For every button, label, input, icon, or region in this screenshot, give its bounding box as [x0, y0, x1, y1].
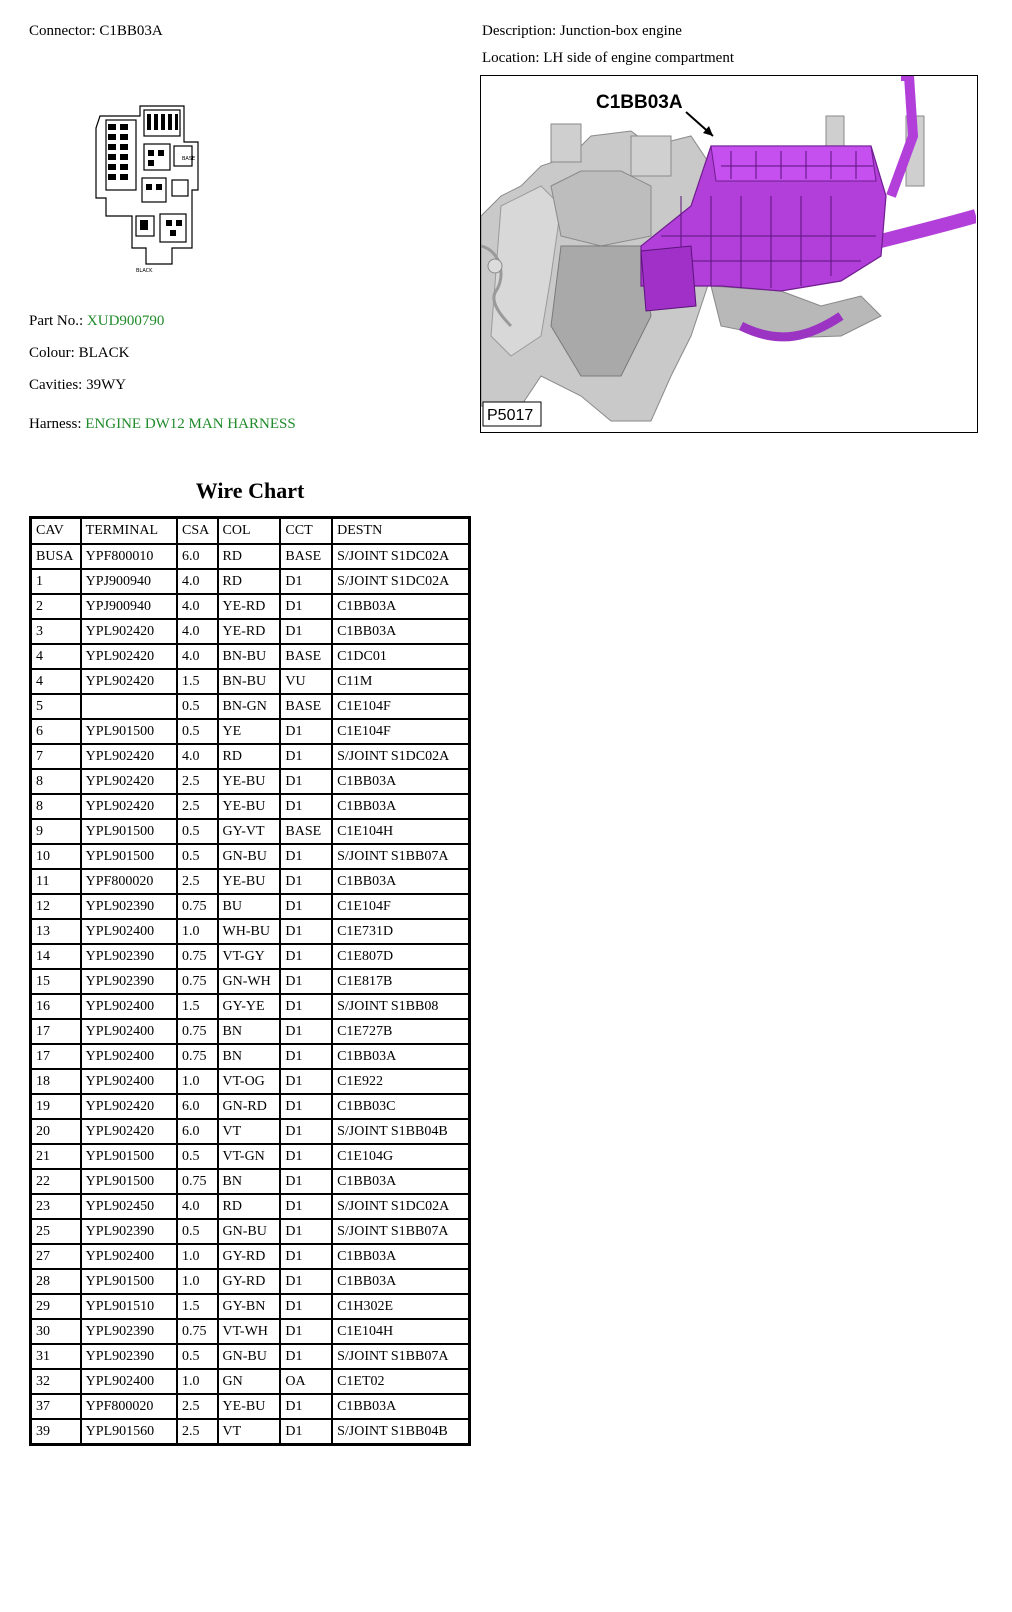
wire-row [31, 1069, 469, 1094]
cell-col: BN [218, 1019, 281, 1044]
cell-cct: D1 [280, 1269, 332, 1294]
cell-destn: C1BB03C [332, 1094, 469, 1119]
header-destn: DESTN [332, 518, 469, 544]
cell-col: WH-BU [218, 919, 281, 944]
cell-csa: 0.75 [177, 894, 218, 919]
cell-cct: D1 [280, 594, 332, 619]
harness-link[interactable]: ENGINE DW12 MAN HARNESS [85, 416, 296, 432]
cell-cct: D1 [280, 1044, 332, 1069]
cell-cct: D1 [280, 569, 332, 594]
cell-csa: 1.0 [177, 919, 218, 944]
wire-row [31, 769, 469, 794]
cell-cav: 31 [31, 1344, 81, 1369]
connector-label: Connector: [29, 23, 96, 39]
wire-chart-title: Wire Chart [195, 478, 305, 503]
cell-terminal: YPJ900940 [81, 594, 177, 619]
cell-cav: 28 [31, 1269, 81, 1294]
cell-terminal: YPL902400 [81, 1019, 177, 1044]
cell-cav: 10 [31, 844, 81, 869]
cell-csa: 0.75 [177, 1019, 218, 1044]
cell-destn: C1E922 [332, 1069, 469, 1094]
cell-csa: 0.5 [177, 719, 218, 744]
wire-row [31, 1394, 469, 1419]
cell-cct: D1 [280, 844, 332, 869]
cell-terminal: YPL901500 [81, 1269, 177, 1294]
diagram-label-base: BASE [182, 156, 196, 162]
wire-row [31, 694, 469, 719]
cell-csa: 4.0 [177, 744, 218, 769]
cell-terminal: YPL902420 [81, 644, 177, 669]
cell-csa: 2.5 [177, 869, 218, 894]
wire-row [31, 1019, 469, 1044]
cell-cav: 29 [31, 1294, 81, 1319]
wire-row [31, 669, 469, 694]
description-label: Description: [482, 23, 557, 39]
photo-callout-label: C1BB03A [596, 92, 683, 113]
cell-col: VT-WH [218, 1319, 281, 1344]
cell-col: GY-VT [218, 819, 281, 844]
cell-terminal: YPL902390 [81, 1219, 177, 1244]
cell-cct: D1 [280, 944, 332, 969]
cell-terminal: YPL902390 [81, 894, 177, 919]
cell-col: RD [218, 1194, 281, 1219]
cell-cav: 7 [31, 744, 81, 769]
cell-destn: C1BB03A [332, 1044, 469, 1069]
cell-destn: C1BB03A [332, 594, 469, 619]
cell-destn: C1BB03A [332, 619, 469, 644]
cell-destn: C1BB03A [332, 869, 469, 894]
wire-row [31, 1119, 469, 1144]
cell-destn: S/JOINT S1DC02A [332, 544, 469, 569]
part-number-link[interactable]: XUD900790 [86, 313, 165, 329]
cavities-value: 39WY [86, 377, 127, 393]
header-col: COL [218, 518, 281, 544]
cell-destn: C1E807D [332, 944, 469, 969]
cell-col: YE-BU [218, 869, 281, 894]
wire-row [31, 894, 469, 919]
cell-destn: C1E104F [332, 694, 469, 719]
cell-destn: S/JOINT S1DC02A [332, 1194, 469, 1219]
cell-col: BU [218, 894, 281, 919]
cell-terminal: YPL901500 [81, 719, 177, 744]
cell-cct: D1 [280, 1394, 332, 1419]
connector-field [29, 22, 163, 40]
cell-cct: D1 [280, 1419, 332, 1444]
cell-cct: D1 [280, 1344, 332, 1369]
cell-cct: D1 [280, 969, 332, 994]
cell-terminal: YPL902420 [81, 669, 177, 694]
cell-csa: 4.0 [177, 569, 218, 594]
location-field [482, 49, 734, 67]
cell-csa: 0.5 [177, 1344, 218, 1369]
cell-cav: 32 [31, 1369, 81, 1394]
cell-cav: 8 [31, 794, 81, 819]
cell-destn: C1E104H [332, 819, 469, 844]
cell-terminal: YPL902420 [81, 1094, 177, 1119]
cell-cav: 21 [31, 1144, 81, 1169]
cell-destn: S/JOINT S1BB07A [332, 844, 469, 869]
cell-csa: 1.5 [177, 1294, 218, 1319]
cell-destn: C1BB03A [332, 1269, 469, 1294]
cell-col: RD [218, 544, 281, 569]
cell-terminal: YPL902390 [81, 944, 177, 969]
cell-col: GN-BU [218, 1219, 281, 1244]
cell-csa: 6.0 [177, 1094, 218, 1119]
cell-csa: 0.5 [177, 844, 218, 869]
cell-destn: C1BB03A [332, 769, 469, 794]
cell-cav: 8 [31, 769, 81, 794]
cell-col: BN [218, 1044, 281, 1069]
cell-destn: C1BB03A [332, 794, 469, 819]
cell-terminal: YPL901500 [81, 1144, 177, 1169]
cell-col: YE [218, 719, 281, 744]
wire-row [31, 1319, 469, 1344]
cell-col: BN-BU [218, 669, 281, 694]
cell-csa: 0.5 [177, 819, 218, 844]
cell-csa: 0.75 [177, 1044, 218, 1069]
cell-col: GY-RD [218, 1244, 281, 1269]
description-value: Junction-box engine [559, 23, 682, 39]
cell-cav: 16 [31, 994, 81, 1019]
cavities-label: Cavities: [29, 377, 83, 393]
cell-terminal: YPL902420 [81, 794, 177, 819]
cell-cct: D1 [280, 1119, 332, 1144]
colour-field [29, 344, 129, 362]
cell-cct: VU [280, 669, 332, 694]
wire-row [31, 569, 469, 594]
wire-row [31, 994, 469, 1019]
wire-row [31, 1344, 469, 1369]
cell-terminal: YPL902420 [81, 769, 177, 794]
cell-csa: 0.75 [177, 944, 218, 969]
cell-destn: C1E104F [332, 894, 469, 919]
cell-col: VT-GY [218, 944, 281, 969]
cell-destn: C1ET02 [332, 1369, 469, 1394]
wire-row [31, 744, 469, 769]
location-label: Location: [482, 50, 540, 66]
cell-csa: 0.5 [177, 1219, 218, 1244]
wire-row [31, 944, 469, 969]
cell-terminal: YPL901500 [81, 1169, 177, 1194]
cell-terminal: YPL902400 [81, 1369, 177, 1394]
cell-destn: S/JOINT S1BB04B [332, 1119, 469, 1144]
wire-chart-body [31, 544, 469, 1444]
cell-terminal: YPL902420 [81, 1119, 177, 1144]
cell-csa: 1.0 [177, 1244, 218, 1269]
cell-cct: D1 [280, 1319, 332, 1344]
cell-destn: S/JOINT S1BB07A [332, 1344, 469, 1369]
cell-csa: 2.5 [177, 1394, 218, 1419]
cell-cct: D1 [280, 919, 332, 944]
wire-row [31, 819, 469, 844]
cell-col: VT-GN [218, 1144, 281, 1169]
cell-cct: D1 [280, 1244, 332, 1269]
cell-cct: D1 [280, 894, 332, 919]
cell-cav: 19 [31, 1094, 81, 1119]
wire-row [31, 1219, 469, 1244]
cell-col: RD [218, 744, 281, 769]
cell-terminal: YPL902400 [81, 994, 177, 1019]
cell-destn: C1DC01 [332, 644, 469, 669]
cell-destn: C11M [332, 669, 469, 694]
cell-terminal: YPF800020 [81, 1394, 177, 1419]
cell-cct: D1 [280, 869, 332, 894]
cell-cav: 4 [31, 669, 81, 694]
cell-cct: D1 [280, 719, 332, 744]
cell-cct: D1 [280, 1144, 332, 1169]
cell-destn: S/JOINT S1DC02A [332, 569, 469, 594]
header-cav: CAV [31, 518, 81, 544]
cell-cav: 13 [31, 919, 81, 944]
cell-cav: BUSA [31, 544, 81, 569]
part-number-field [29, 312, 164, 330]
cell-terminal: YPL901560 [81, 1419, 177, 1444]
cell-cct: D1 [280, 1094, 332, 1119]
cell-cav: 12 [31, 894, 81, 919]
wire-chart-header-row [31, 518, 469, 544]
wire-row [31, 1044, 469, 1069]
header-cct: CCT [280, 518, 332, 544]
wire-row [31, 1194, 469, 1219]
cell-terminal: YPL902420 [81, 744, 177, 769]
cell-cav: 1 [31, 569, 81, 594]
cell-col: YE-BU [218, 794, 281, 819]
cell-cct: D1 [280, 1019, 332, 1044]
cell-col: GN [218, 1369, 281, 1394]
cell-csa: 1.5 [177, 994, 218, 1019]
photo-ref-label: P5017 [487, 407, 534, 424]
location-illustration [480, 75, 978, 433]
cell-csa: 0.75 [177, 969, 218, 994]
cell-csa: 4.0 [177, 1194, 218, 1219]
wire-row [31, 594, 469, 619]
cell-csa: 6.0 [177, 1119, 218, 1144]
cell-terminal: YPL902390 [81, 1344, 177, 1369]
wire-row [31, 719, 469, 744]
cell-terminal: YPL901500 [81, 819, 177, 844]
cell-cct: BASE [280, 819, 332, 844]
cell-csa: 2.5 [177, 769, 218, 794]
cell-cav: 39 [31, 1419, 81, 1444]
cell-cav: 22 [31, 1169, 81, 1194]
cell-cav: 9 [31, 819, 81, 844]
cell-csa: 0.5 [177, 694, 218, 719]
cell-col: BN-BU [218, 644, 281, 669]
cell-cct: BASE [280, 694, 332, 719]
wire-row [31, 544, 469, 569]
cell-destn: C1E817B [332, 969, 469, 994]
connector-face-diagram [86, 98, 210, 280]
cell-terminal: YPL902450 [81, 1194, 177, 1219]
cell-csa: 4.0 [177, 594, 218, 619]
description-field [482, 22, 682, 40]
cell-csa: 0.5 [177, 1144, 218, 1169]
cell-destn: C1E104H [332, 1319, 469, 1344]
cell-terminal: YPL902420 [81, 619, 177, 644]
wire-chart-table [29, 516, 471, 1446]
cell-col: GN-RD [218, 1094, 281, 1119]
harness-label: Harness: [29, 416, 82, 432]
cell-col: GY-YE [218, 994, 281, 1019]
cell-cav: 17 [31, 1019, 81, 1044]
cell-col: GY-BN [218, 1294, 281, 1319]
cell-terminal: YPL902400 [81, 1069, 177, 1094]
cell-terminal [81, 694, 177, 719]
cell-terminal: YPL901510 [81, 1294, 177, 1319]
cell-csa: 0.75 [177, 1319, 218, 1344]
cell-cav: 14 [31, 944, 81, 969]
cell-col: GY-RD [218, 1269, 281, 1294]
cell-cct: BASE [280, 644, 332, 669]
harness-field [29, 415, 296, 433]
cell-terminal: YPL901500 [81, 844, 177, 869]
wire-row [31, 844, 469, 869]
wire-row [31, 619, 469, 644]
cell-destn: C1E104G [332, 1144, 469, 1169]
cell-cav: 11 [31, 869, 81, 894]
cell-cct: D1 [280, 619, 332, 644]
cell-col: GN-BU [218, 1344, 281, 1369]
cell-csa: 1.0 [177, 1069, 218, 1094]
cell-cct: D1 [280, 1069, 332, 1094]
cell-col: VT [218, 1119, 281, 1144]
cell-cav: 20 [31, 1119, 81, 1144]
cell-csa: 2.5 [177, 794, 218, 819]
cell-cct: D1 [280, 794, 332, 819]
wire-row [31, 1094, 469, 1119]
cell-cav: 4 [31, 644, 81, 669]
cell-cct: D1 [280, 1294, 332, 1319]
cell-cct: D1 [280, 994, 332, 1019]
cell-col: BN [218, 1169, 281, 1194]
cell-csa: 2.5 [177, 1419, 218, 1444]
cell-col: YE-RD [218, 594, 281, 619]
cell-destn: C1E731D [332, 919, 469, 944]
wire-row [31, 969, 469, 994]
cell-cav: 18 [31, 1069, 81, 1094]
wire-row [31, 1294, 469, 1319]
cell-cav: 3 [31, 619, 81, 644]
cell-col: BN-GN [218, 694, 281, 719]
cell-col: GN-WH [218, 969, 281, 994]
cell-csa: 0.75 [177, 1169, 218, 1194]
wire-row [31, 919, 469, 944]
header-csa: CSA [177, 518, 218, 544]
colour-value: BLACK [78, 345, 130, 361]
cell-destn: C1BB03A [332, 1244, 469, 1269]
cell-cct: D1 [280, 1169, 332, 1194]
cell-terminal: YPL902390 [81, 969, 177, 994]
cell-terminal: YPF800020 [81, 869, 177, 894]
cell-cav: 37 [31, 1394, 81, 1419]
cell-cav: 30 [31, 1319, 81, 1344]
cell-csa: 4.0 [177, 619, 218, 644]
cell-destn: S/JOINT S1BB08 [332, 994, 469, 1019]
wire-row [31, 1244, 469, 1269]
cell-cct: D1 [280, 744, 332, 769]
header-terminal: TERMINAL [81, 518, 177, 544]
cell-col: YE-RD [218, 619, 281, 644]
cell-cav: 5 [31, 694, 81, 719]
cell-destn: C1E727B [332, 1019, 469, 1044]
cell-cav: 27 [31, 1244, 81, 1269]
cell-terminal: YPL902400 [81, 1244, 177, 1269]
cell-cav: 25 [31, 1219, 81, 1244]
cell-destn: C1E104F [332, 719, 469, 744]
cell-terminal: YPJ900940 [81, 569, 177, 594]
cell-csa: 1.0 [177, 1269, 218, 1294]
cell-cav: 15 [31, 969, 81, 994]
wire-row [31, 1269, 469, 1294]
cell-col: YE-BU [218, 769, 281, 794]
cell-cct: D1 [280, 769, 332, 794]
cell-destn: S/JOINT S1BB04B [332, 1419, 469, 1444]
connector-value: C1BB03A [99, 23, 163, 39]
wire-row [31, 644, 469, 669]
wire-row [31, 1144, 469, 1169]
cell-destn: S/JOINT S1DC02A [332, 744, 469, 769]
cell-cct: D1 [280, 1194, 332, 1219]
cell-terminal: YPF800010 [81, 544, 177, 569]
cell-col: RD [218, 569, 281, 594]
cell-terminal: YPL902390 [81, 1319, 177, 1344]
cell-cct: OA [280, 1369, 332, 1394]
cell-col: VT-OG [218, 1069, 281, 1094]
cell-cct: BASE [280, 544, 332, 569]
cell-csa: 1.0 [177, 1369, 218, 1394]
cell-csa: 1.5 [177, 669, 218, 694]
diagram-label-black: BLACK [136, 268, 153, 274]
cell-destn: S/JOINT S1BB07A [332, 1219, 469, 1244]
cell-cav: 23 [31, 1194, 81, 1219]
cell-cav: 6 [31, 719, 81, 744]
cell-col: YE-BU [218, 1394, 281, 1419]
cell-col: GN-BU [218, 844, 281, 869]
cell-terminal: YPL902400 [81, 1044, 177, 1069]
colour-label: Colour: [29, 345, 75, 361]
part-number-label: Part No.: [29, 313, 84, 329]
wire-row [31, 1169, 469, 1194]
cell-cav: 17 [31, 1044, 81, 1069]
wire-row [31, 794, 469, 819]
cell-csa: 4.0 [177, 644, 218, 669]
cell-destn: C1BB03A [332, 1394, 469, 1419]
wire-row [31, 1369, 469, 1394]
cell-csa: 6.0 [177, 544, 218, 569]
cell-destn: C1H302E [332, 1294, 469, 1319]
cell-cav: 2 [31, 594, 81, 619]
wire-row [31, 869, 469, 894]
wire-row [31, 1419, 469, 1444]
cell-terminal: YPL902400 [81, 919, 177, 944]
cell-cct: D1 [280, 1219, 332, 1244]
location-value: LH side of engine compartment [543, 50, 735, 66]
cell-col: VT [218, 1419, 281, 1444]
cell-destn: C1BB03A [332, 1169, 469, 1194]
cavities-field [29, 376, 126, 394]
